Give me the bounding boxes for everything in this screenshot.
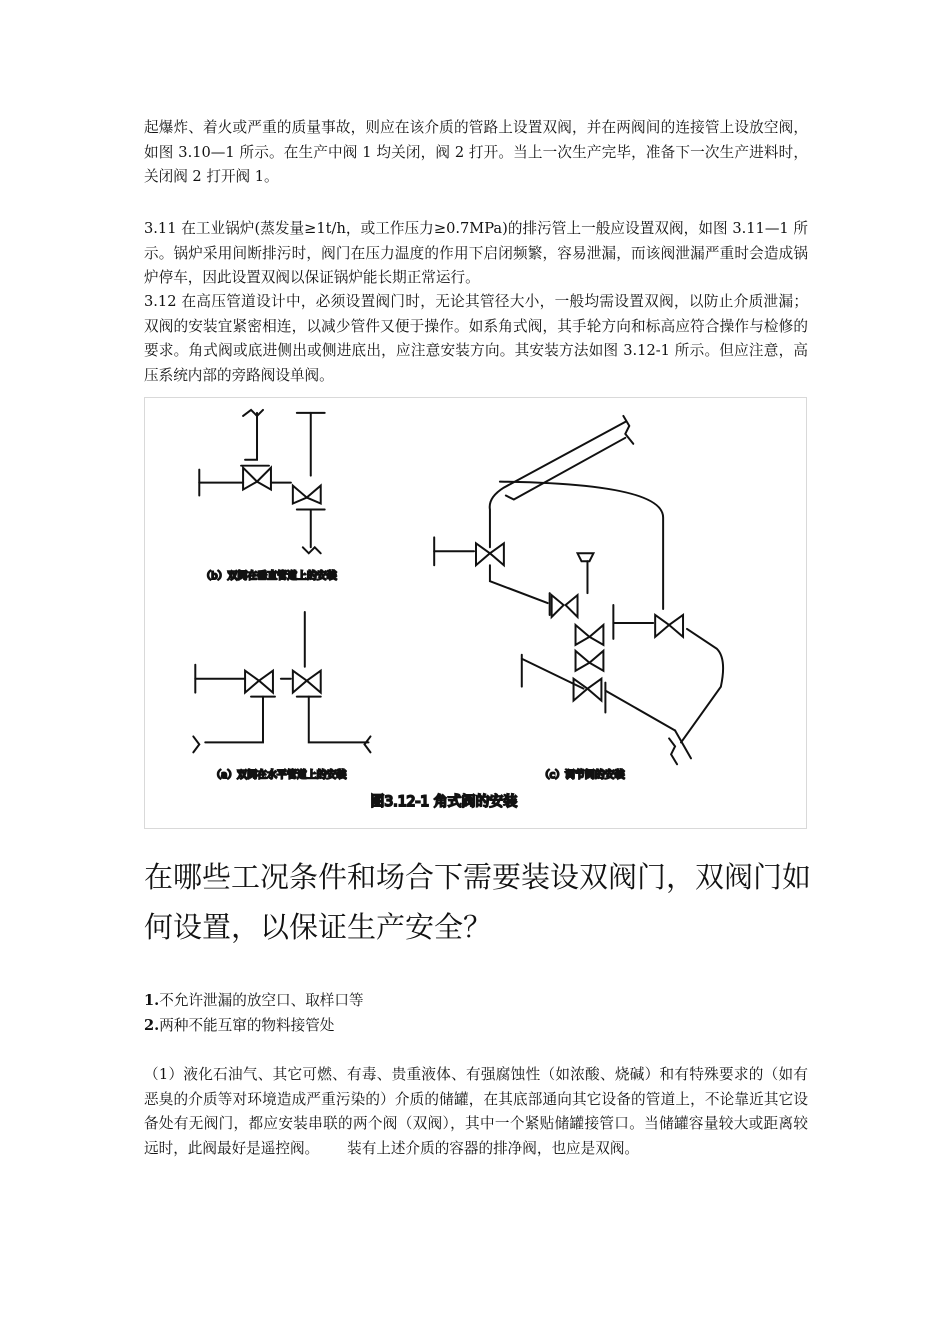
list-item [144, 1014, 364, 1039]
valve-diagram [145, 398, 806, 828]
paragraph-3-12: 3.12 在高压管道设计中，必须设置阀门时，无论其管径大小，一般均需设置双阀，以防止介质泄漏；双阀的安装宜紧密相连，以减少管件又便于操作。如系角式阀，其手轮方向和标高应符合操作与检修的要求。角式阀或底进侧出或侧进底出，应注意安装方向。其安装方法如图 3.12-1 所示。但应注意，高压系统内部的旁路阀设单阀。 [144, 293, 808, 384]
diagram-b-vertical [199, 410, 337, 582]
paragraph-storage-tank [144, 1063, 808, 1161]
diagram-c-control-valve [434, 416, 723, 781]
list-number: 2. [144, 1016, 160, 1034]
diagram-a-horizontal [193, 612, 370, 781]
caption-b: （b）双阀在垂直管道上的安装 [201, 571, 337, 583]
caption-c: （c）调节阀的安装 [539, 770, 625, 782]
list-text: 两种不能互窜的物料接管处 [159, 1016, 335, 1034]
numbered-list [144, 989, 364, 1038]
section-heading: 在哪些工况条件和场合下需要装设双阀门，双阀门如何设置，以保证生产安全？ [144, 860, 812, 944]
paragraph-double-valve-vent: 起爆炸、着火或严重的质量事故，则应在该介质的管路上设置双阀，并在两阀间的连接管上设放空阀，如图 3.10—1 所示。在生产中阀 1 均关闭，阀 2 打开。当上一次生产完毕，准备下一次生产进料时，关闭阀 2 打开阀 1。 [144, 119, 808, 186]
list-item [144, 989, 364, 1014]
list-text: 不允许泄漏的放空口、取样口等 [159, 992, 364, 1009]
caption-a: （a）双阀在水平管道上的安装 [211, 770, 347, 782]
figure-angle-valve-installation [144, 397, 807, 829]
figure-title: 图3.12-1 角式阀的安装 [370, 794, 518, 811]
list-number: 1. [144, 992, 160, 1009]
paragraph-3-11: 3.11 在工业锅炉(蒸发量≥1t/h，或工作压力≥0.7MPa)的排污管上一般应设置双阀，如图 3.11—1 所示。锅炉采用间断排污时，阀门在压力温度的作用下启闭频繁，容易泄漏，而该阀泄漏严重时会造成锅炉停车，因此设置双阀以保证锅炉能长期正常运行。 [144, 220, 808, 287]
paragraph-part: 装有上述介质的容器的排净阀，也应是双阀。 [347, 1139, 640, 1157]
paragraph-part: （1）液化石油气、其它可燃、有毒、贵重液体、有强腐蚀性（如浓酸、烧碱）和有特殊要求的（如有恶臭的介质等对环境造成严重污染的）介质的储罐，在其底部通向其它设备的管道上，不论靠近其它设备处有无阀门，都应安装串联的两个阀（双阀），其中一个紧贴储罐接管口。当储罐容量较大或距离较远时，此阀最好是遥控阀。 [144, 1066, 808, 1157]
